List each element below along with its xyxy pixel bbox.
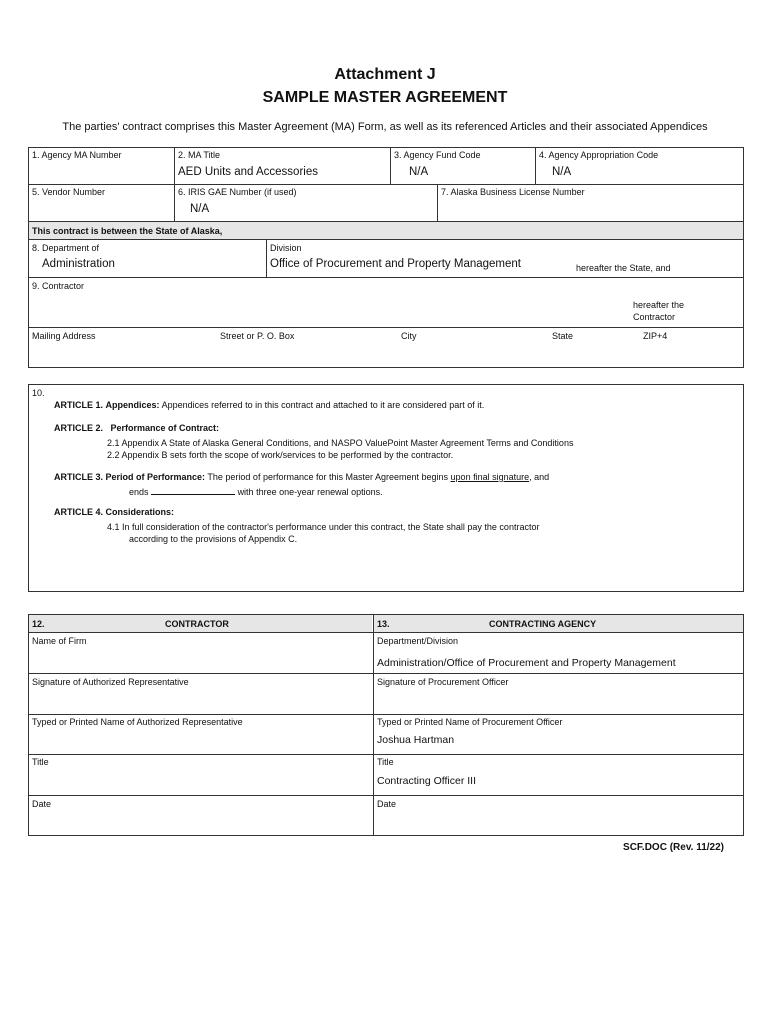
- business-license-label: 7. Alaska Business License Number: [441, 187, 585, 197]
- authorized-signature-field[interactable]: [36, 692, 366, 710]
- ma-title-field[interactable]: AED Units and Accessories: [178, 166, 318, 178]
- article-3-ends: ends: [129, 487, 149, 497]
- contractor-title-label: Title: [32, 757, 49, 767]
- form-revision: SCF.DOC (Rev. 11/22): [623, 842, 724, 853]
- end-date-field[interactable]: [151, 486, 235, 495]
- hereafter-contractor-line1: hereafter the: [633, 300, 685, 310]
- article-1: [54, 400, 484, 410]
- article-4-line-1: 4.1 In full consideration of the contractor's performance under this contract, the State shall pay the contractor: [107, 522, 540, 532]
- street-label: Street or P. O. Box: [220, 331, 295, 341]
- intro-text: The parties' contract comprises this Master Agreement (MA) Form, as well as its referenced Articles and their associated Appendices: [62, 121, 708, 133]
- firm-name-field[interactable]: [36, 652, 366, 668]
- contractor-title-field[interactable]: [36, 773, 366, 789]
- contractor-heading: CONTRACTOR: [165, 619, 229, 629]
- zip-label: ZIP+4: [643, 331, 668, 341]
- department-field[interactable]: Administration: [42, 258, 115, 270]
- contractor-field[interactable]: [40, 297, 600, 319]
- agency-fund-code-label: 3. Agency Fund Code: [394, 150, 481, 160]
- contract-between-text: This contract is between the State of Alaska,: [32, 226, 223, 236]
- article-3-text-after: , and: [529, 472, 550, 482]
- agency-ma-number-label: 1. Agency MA Number: [32, 150, 122, 160]
- division-label: Division: [270, 243, 302, 253]
- article-3-renewal: with three one-year renewal options.: [237, 487, 383, 497]
- procurement-signature-label: Signature of Procurement Officer: [377, 677, 509, 687]
- article-2-item-2: 2.2 Appendix B sets forth the scope of work/services to be performed by the contractor.: [107, 450, 454, 460]
- vendor-number-label: 5. Vendor Number: [32, 187, 106, 197]
- agency-ma-number-field[interactable]: [40, 166, 170, 180]
- contractor-date-label: Date: [32, 799, 52, 809]
- article-1-text: Appendices referred to in this contract and attached to it are considered part of it.: [161, 400, 485, 410]
- page-title: Attachment J: [334, 66, 436, 83]
- hereafter-contractor-line2: Contractor: [633, 312, 676, 322]
- agency-fund-code-field[interactable]: N/A: [409, 166, 429, 178]
- business-license-field[interactable]: [450, 203, 730, 217]
- article-4-prefix: ARTICLE 4.: [54, 507, 104, 517]
- ma-title-label: 2. MA Title: [178, 150, 221, 160]
- article-4-line-2: according to the provisions of Appendix C.: [129, 534, 298, 544]
- mailing-address-field[interactable]: [40, 346, 730, 364]
- procurement-signature-field[interactable]: [380, 692, 735, 710]
- contractor-date-field[interactable]: [36, 815, 366, 831]
- contractor-number: 12.: [32, 619, 45, 629]
- agency-title-field[interactable]: Contracting Officer III: [377, 775, 477, 787]
- state-label: State: [552, 331, 574, 341]
- authorized-name-field[interactable]: [36, 733, 366, 749]
- article-3-underlined: upon final signature: [450, 472, 530, 482]
- iris-gae-number-field[interactable]: N/A: [190, 203, 210, 215]
- agency-title-label: Title: [377, 757, 394, 767]
- department-division-field[interactable]: Administration/Office of Procurement and Property Management: [377, 657, 676, 669]
- city-label: City: [401, 331, 417, 341]
- agency-date-label: Date: [377, 799, 397, 809]
- vendor-number-field[interactable]: [40, 203, 170, 217]
- hereafter-state-text: hereafter the State, and: [576, 263, 671, 273]
- mailing-address-label: Mailing Address: [32, 331, 96, 341]
- procurement-name-label: Typed or Printed Name of Procurement Officer: [377, 717, 563, 727]
- agency-appropriation-code-field[interactable]: N/A: [552, 166, 572, 178]
- article-4-heading: Considerations:: [105, 507, 175, 517]
- article-1-heading: Appendices:: [105, 400, 160, 410]
- contractor-label: 9. Contractor: [32, 281, 85, 291]
- article-4: [54, 507, 174, 517]
- division-field[interactable]: Office of Procurement and Property Management: [270, 258, 522, 270]
- agency-date-field[interactable]: [380, 815, 735, 831]
- authorized-signature-label: Signature of Authorized Representative: [32, 677, 189, 687]
- article-3: [54, 472, 549, 482]
- procurement-name-field[interactable]: Joshua Hartman: [377, 734, 455, 746]
- iris-gae-number-label: 6. IRIS GAE Number (if used): [178, 187, 297, 197]
- article-2: [54, 423, 219, 433]
- article-2-prefix: ARTICLE 2.: [54, 423, 104, 433]
- articles-number: 10.: [32, 388, 45, 398]
- firm-name-label: Name of Firm: [32, 636, 87, 646]
- department-division-label: Department/Division: [377, 636, 459, 646]
- agency-number: 13.: [377, 619, 390, 629]
- article-3-heading: Period of Performance:: [105, 472, 206, 482]
- agency-appropriation-code-label: 4. Agency Appropriation Code: [539, 150, 659, 160]
- article-3-line-2: [129, 486, 383, 497]
- article-3-text: The period of performance for this Master Agreement begins: [207, 472, 449, 482]
- agency-heading: CONTRACTING AGENCY: [489, 619, 597, 629]
- page-subtitle: SAMPLE MASTER AGREEMENT: [262, 89, 508, 106]
- article-3-prefix: ARTICLE 3.: [54, 472, 104, 482]
- department-label: 8. Department of: [32, 243, 100, 253]
- article-1-prefix: ARTICLE 1.: [54, 400, 104, 410]
- article-2-item-1: 2.1 Appendix A State of Alaska General Conditions, and NASPO ValuePoint Master Agreement Terms and Conditions: [107, 438, 574, 448]
- authorized-name-label: Typed or Printed Name of Authorized Representative: [32, 717, 243, 727]
- article-2-heading: Performance of Contract:: [110, 423, 220, 433]
